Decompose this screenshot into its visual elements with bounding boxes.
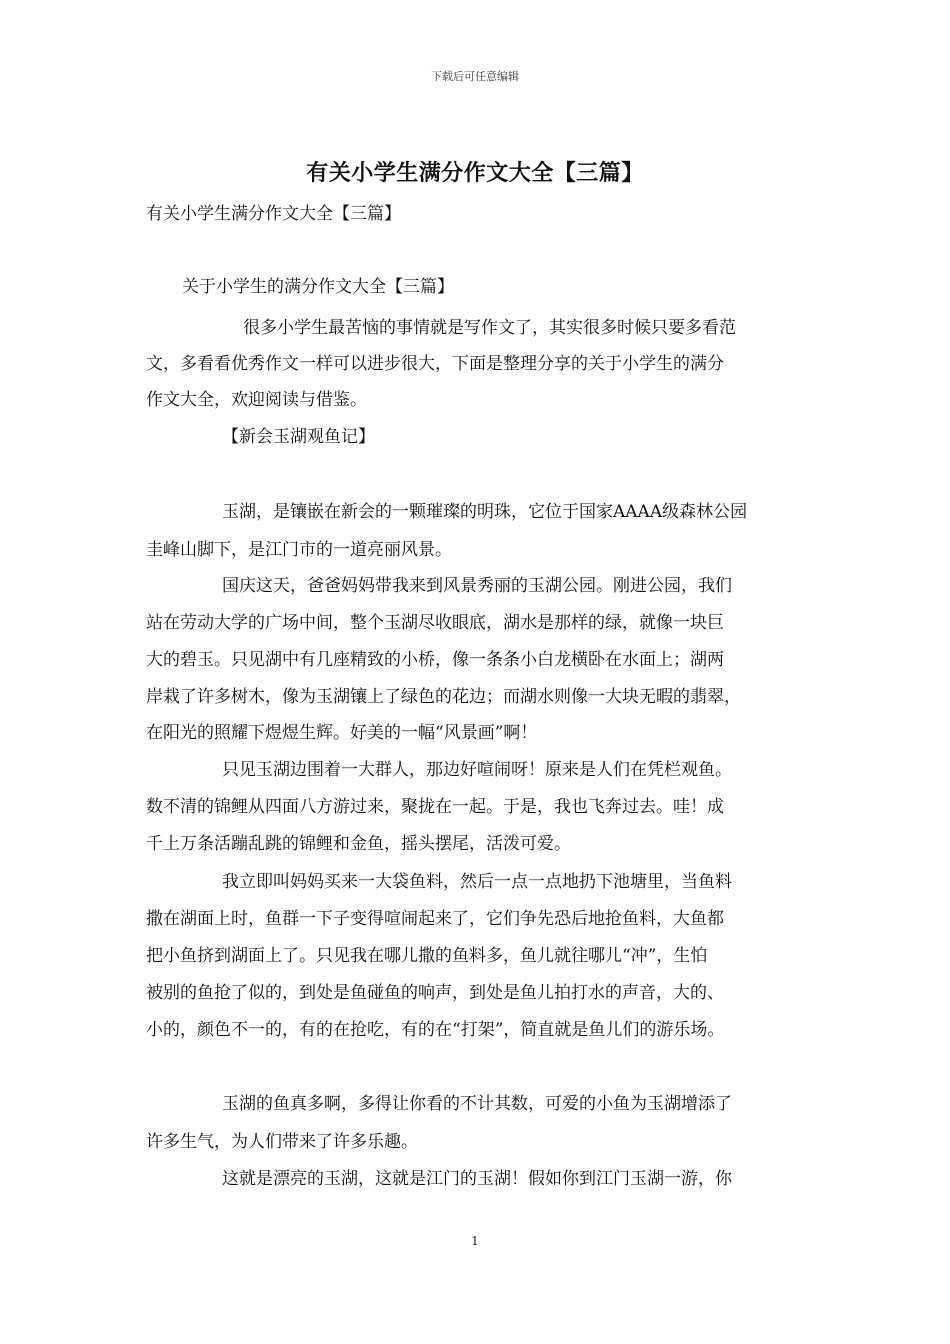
paragraph-line: 千上万条活蹦乱跳的锦鲤和金鱼，摇头摆尾，活泼可爱。 bbox=[146, 834, 571, 854]
paragraph-line: 小的，颜色不一的，有的在抢吃，有的在“打架”，简直就是鱼儿们的游乐场。 bbox=[146, 1020, 725, 1040]
paragraph-line: 把小鱼挤到湖面上了。只见我在哪儿撒的鱼料多，鱼儿就往哪儿“冲”，生怕 bbox=[146, 946, 708, 966]
section-heading: 关于小学生的满分作文大全【三篇】 bbox=[182, 277, 454, 297]
paragraph-line: 被别的鱼抢了似的，到处是鱼碰鱼的响声，到处是鱼儿拍打水的声音，大的、 bbox=[146, 983, 724, 1003]
paragraph-line: 玉湖，是镶嵌在新会的一颗璀璨的明珠，它位于国家AAAA级森林公园 bbox=[222, 502, 748, 522]
paragraph-line: 撒在湖面上时，鱼群一下子变得喧闹起来了，它们争先恐后地抢鱼料，大鱼都 bbox=[146, 909, 724, 929]
document-title: 有关小学生满分作文大全【三篇】 bbox=[306, 161, 644, 186]
paragraph-line: 国庆这天，爸爸妈妈带我来到风景秀丽的玉湖公园。刚进公园，我们 bbox=[222, 576, 732, 596]
paragraph-line: 玉湖的鱼真多啊，多得让你看的不计其数，可爱的小鱼为玉湖增添了 bbox=[222, 1094, 732, 1114]
document-subtitle: 有关小学生满分作文大全【三篇】 bbox=[146, 204, 401, 224]
paragraph-line: 只见玉湖边围着一大群人，那边好喧闹呀！原来是人们在凭栏观鱼。 bbox=[222, 760, 732, 780]
paragraph-line: 数不清的锦鲤从四面八方游过来，聚拢在一起。于是，我也飞奔过去。哇！成 bbox=[146, 797, 724, 817]
intro-line: 很多小学生最苦恼的事情就是写作文了，其实很多时候只要多看范 bbox=[243, 318, 736, 338]
paragraph-line: 大的碧玉。只见湖中有几座精致的小桥，像一条条小白龙横卧在水面上；湖两 bbox=[146, 650, 724, 670]
intro-line: 作文大全，欢迎阅读与借鉴。 bbox=[146, 390, 367, 410]
paragraph-line: 岸栽了许多树木，像为玉湖镶上了绿色的花边；而湖水则像一大块无暇的翡翠， bbox=[146, 687, 741, 707]
page-header-note: 下载后可任意编辑 bbox=[431, 70, 519, 83]
paragraph-line: 这就是漂亮的玉湖，这就是江门的玉湖！假如你到江门玉湖一游，你 bbox=[222, 1169, 732, 1189]
paragraph-line: 在阳光的照耀下煜煜生辉。好美的一幅“风景画”啊！ bbox=[146, 723, 538, 743]
essay-title: 【新会玉湖观鱼记】 bbox=[222, 427, 375, 447]
paragraph-line: 我立即叫妈妈买来一大袋鱼料，然后一点一点地扔下池塘里，当鱼料 bbox=[222, 872, 732, 892]
paragraph-line: 站在劳动大学的广场中间，整个玉湖尽收眼底，湖水是那样的绿，就像一块巨 bbox=[146, 613, 724, 633]
intro-line: 文，多看看优秀作文一样可以进步很大，下面是整理分享的关于小学生的满分 bbox=[146, 354, 724, 374]
page-number: 1 bbox=[471, 1234, 479, 1248]
paragraph-line: 圭峰山脚下，是江门市的一道亮丽风景。 bbox=[146, 540, 452, 560]
paragraph-line: 许多生气，为人们带来了许多乐趣。 bbox=[146, 1132, 418, 1152]
